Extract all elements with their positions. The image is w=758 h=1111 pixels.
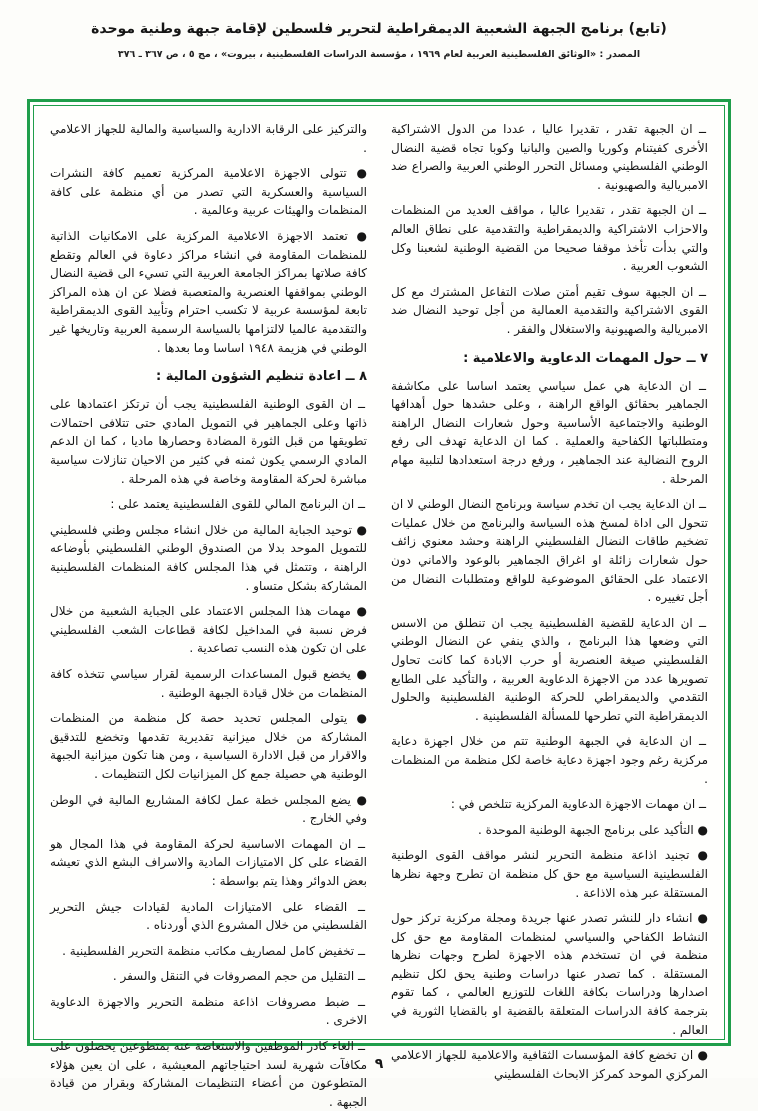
paragraph: ــ ان الجبهة تقدر ، تقديرا عاليا ، عددا من الدول الاشتراكية الأخرى كفيتنام وكوريا والصين والبانيا وكوبا تجاه قضية النضال الوطني الفلسطيني ومسائل التحرر الوطني العربية والصراع ضد الامبريالية والصهيونية . (391, 122, 708, 192)
source-line: المصدر : «الوثائق الفلسطينية العربية لعام ١٩٦٩ ، مؤسسة الدراسات الفلسطينية ، بيروت» ، مج ٥ ، ص ٣٦٧ ـ ٣٧٦ (117, 48, 641, 60)
text-columns (50, 120, 708, 1109)
content-frame-inner (33, 105, 725, 1109)
paragraph: ● التأكيد على برنامج الجبهة الوطنية الموحدة . (477, 822, 708, 837)
paragraph: ● مهمات هذا المجلس الاعتماد على الجباية الشعبية من خلال فرض نسبة في المداخيل لكافة قطاعات الشعب الفلسطيني على ان تكون هذه النسب تصاعدية . (50, 604, 367, 656)
paragraph: ــ ان البرنامج المالي للقوى الفلسطينية يعتمد على : (110, 497, 365, 512)
paragraph: ● يتولى المجلس تحديد حصة كل منظمة من المنظمات المشاركة من خلال ميزانية تقديرية تقدمها وتخضع للتدقيق والاقرار من قبل الادارة السياسية ، ومن هنا تكون ميزانية الجبهة الوطنية هي حصيلة جمع كل الميزانيات لكل التنظيمات . (50, 711, 367, 781)
content-frame-outer (27, 99, 731, 1109)
paragraph: ــ ان الدعاية هي عمل سياسي يعتمد اساسا على مكاشفة الجماهير بحقائق الواقع الراهنة ، وعلى حشدها حول أهدافها الوطنية والاجتماعية الأساسية وحول شعارات النضال الراهنة ومتطلباتها الكفاحية والعملية . كما ان الدعاية تهدف الى رفع الروح النضالية عند الجماهير ، ورفع درجة استعدادها لتلبية مهام المرحلة . (391, 378, 708, 486)
column-left (50, 120, 367, 1109)
section-heading: ٨ ــ اعادة تنظيم الشؤون المالية : (156, 369, 367, 385)
paragraph: ــ ان الدعاية يجب ان تخدم سياسة وبرنامج النضال الوطني لا ان تتحول الى اداة لمسخ هذه السياسة والبرنامج من خلال عمليات تضخيم طاقات النضال الفلسطيني الراهنة وحشد معنوي زائف حول شعارات زائلة او اغراق الجماهير بالوعود والاماني دون الاعتماد على الحقائق الموضوعية للواقع ومتطلبات النضال من أجل تغييره . (391, 497, 708, 605)
paragraph: ــ ان الدعاية في الجبهة الوطنية تتم من خلال اجهزة دعاية مركزية رغم وجود اجهزة دعاية خاصة لكل منظمة من المنظمات . (391, 734, 708, 786)
paragraph: ــ ان القوى الوطنية الفلسطينية يجب أن ترتكز اعتمادها على ذاتها وعلى الجماهير في التمويل المادي حتى تتلافى احتمالات تطويقها من قبل الثورة المضادة وحصارها ماديا ، كما ان الدعم المادي الرسمي يكون ثمنه في كثير من الاحيان تنازلات سياسية مباشرة لحركة المقاومة وخاصة في هذه المرحلة . (50, 397, 367, 486)
document-title: (تابع) برنامج الجبهة الشعبية الديمقراطية لتحرير فلسطين لإقامة جبهة وطنية موحدة (91, 21, 667, 37)
paragraph: ● يخضع قبول المساعدات الرسمية لقرار سياسي تتخذه كافة المنظمات من خلال قيادة الجبهة الوطنية . (50, 666, 367, 700)
paragraph: ــ التقليل من حجم المصروفات في التنقل والسفر . (112, 969, 365, 984)
paragraph: ــ ان الجبهة تقدر ، تقديرا عاليا ، مواقف العديد من المنظمات والاحزاب الاشتراكية والديمقراطية والتقدمية على نطاق العالم والتي بدأت تأخذ موقفا صحيحا من القضية الوطنية لشعبنا وكل الشعوب العربية . (391, 203, 708, 274)
document-header (0, 0, 758, 60)
paragraph: ● توحيد الجباية المالية من خلال انشاء مجلس وطني فلسطيني للتمويل الموحد بدلا من الصندوق الوطني الفلسطيني بأوضاعه الراهنة ، وتتمثل في هذا المجلس كافة المنظمات الفلسطينية المشاركة بشكل متساو . (50, 522, 367, 593)
paragraph: ● تعتمد الاجهزة الاعلامية المركزية على الامكانيات الذاتية للمنظمات المقاومة في انشاء مراكز دعاوة في العالم وتقطع كافة صلاتها بمراكز الجامعة العربية التي تسيء الى قضية النضال الوطني بمواقفها العنصرية والمتعصبة فضلا عن ان هذه المراكز تابعة لمؤسسة عربية لا تكسب احترام وتأييد القوى الديمقراطية والتقدمية عالميا لالتزامها بالسياسة الرسمية العربية وتاريخها غير الوطني في هزيمة ١٩٤٨ اساسا وما بعدها . (50, 228, 367, 355)
paragraph: ● تجنيد اذاعة منظمة التحرير لنشر مواقف القوى الوطنية الفلسطينية السياسية مع حق كل منظمة ان تطرح وجهة نظرها المستقلة عبر هذه الاذاعة . (391, 848, 708, 900)
section-heading: ٧ ــ حول المهمات الدعاوية والاعلامية : (463, 350, 708, 366)
paragraph: ● انشاء دار للنشر تصدر عنها جريدة ومجلة مركزية تركز حول النشاط الكفاحي والسياسي لمنظمات المقاومة مع حق كل منظمة في ان تستخدم هذه الاجهزة لطرح وجهات نظرها المستقلة . كما تصدر عنها دراسات وطنية يحق لكل تنظيم اصدارها ودراسات بكافة اللغات للتوزيع العالمي ، كما تقوم بترجمة كافة الدراسات المتعلقة بالقضية او بالقضايا الثورية في العالم . (391, 911, 708, 1037)
paragraph: ● يضع المجلس خطة عمل لكافة المشاريع المالية في الوطن وفي الخارج . (50, 792, 367, 826)
paragraph: ــ ان مهمات الاجهزة الدعاوية المركزية تتلخص في : (450, 797, 706, 812)
paragraph: ــ تخفيض كامل لمصاريف مكاتب منظمة التحرير الفلسطينية . (62, 943, 365, 958)
paragraph: والتركيز على الرقابة الادارية والسياسية والمالية للجهاز الاعلامي . (50, 122, 367, 155)
paragraph: ــ ان الدعاية للقضية الفلسطينية يجب ان تنطلق من الاسس التي وضعها هذا البرنامج ، والذي ينفي عن النضال الوطني الفلسطيني صيغة العنصرية أو حرب الابادة كما كانت تحاول تصويرها عدد من الاجهزة الدعاوية العربية ، والتأكيد على الطابع التقدمي والديمقراطي للحركة الوطنية الفلسطينية والحلول الديمقراطية التي تطرحها للمسألة الفلسطينية . (391, 615, 708, 723)
paragraph: ــ ضبط مصروفات اذاعة منظمة التحرير والاجهزة الدعاوية الاخرى . (50, 994, 367, 1028)
paragraph: ــ ان المهمات الاساسية لحركة المقاومة في هذا المجال هو القضاء على كل الامتيازات المادية والاسراف البشع الذي تعيشه بعض الدوائر وهذا يتم بواسطة : (50, 836, 367, 888)
paragraph: ــ ان الجبهة سوف تقيم أمتن صلات التفاعل المشترك مع كل القوى الاشتراكية والتقدمية العمالية من أجل توحيد النضال ضد الامبريالية والصهيونية والاستغلال والفقر . (391, 284, 708, 336)
paragraph: ● ان تخضع كافة المؤسسات الثقافية والاعلامية للجهاز الاعلامي المركزي الموحد كمركز الابحاث الفلسطيني (391, 1048, 708, 1081)
paragraph: ــ القضاء على الامتيازات المادية لقيادات جيش التحرير الفلسطيني من خلال المشروع الذي أوردناه . (50, 899, 367, 933)
page-number: ٩ (374, 1056, 384, 1072)
column-right (391, 120, 708, 1081)
paragraph: ● تتولى الاجهزة الاعلامية المركزية تعميم كافة النشرات السياسية والعسكرية التي تصدر من أي منظمة على كافة المنظمات والهيئات عربية وعالمية . (50, 166, 367, 218)
paragraph: ــ الغاء كادر الموظفين والاستعاضة عنه بمتطوعين يحصلون على مكافآت شهرية لسد احتياجاتهم المعيشية ، على ان يعين هؤلاء المتطوعون من أعضاء التنظيمات المشاركة وبقرار من قيادة الجبهة . (50, 1039, 367, 1109)
